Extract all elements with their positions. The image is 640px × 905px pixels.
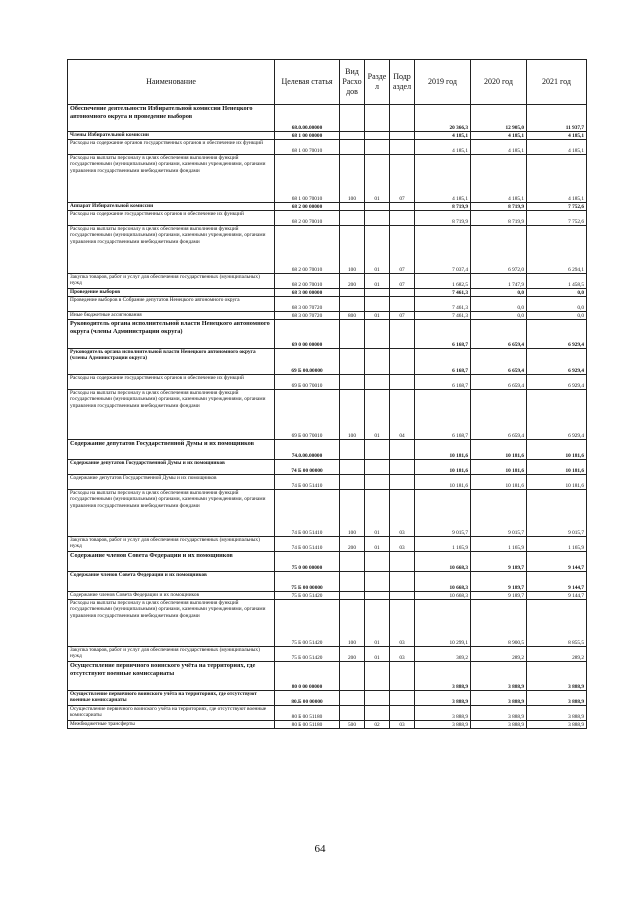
cell-2020: 8 719,9 (471, 211, 527, 226)
cell-expense-type (340, 297, 365, 312)
cell-2019: 7 461,3 (415, 297, 471, 312)
cell-expense-type (340, 320, 365, 349)
cell-subsection (390, 460, 415, 475)
cell-expense-type: 100 (340, 600, 365, 647)
table-row (68, 647, 587, 662)
cell-2020: 12 905,0 (471, 105, 527, 132)
cell-2020: 1 747,9 (471, 274, 527, 289)
cell-2020: 0,0 (471, 297, 527, 312)
cell-target-article: 69 Б 00 70010 (275, 375, 340, 390)
table-row (68, 460, 587, 475)
cell-name: Содержание депутатов Государственной Думы и их помощников (68, 440, 275, 460)
cell-name: Обеспечение деятельности Избирательной комиссии Ненецкого автономного округа и проведение выборов (68, 105, 275, 132)
cell-2021: 0,0 (527, 297, 587, 312)
cell-2021: 10 181,6 (527, 460, 587, 475)
table-row (68, 320, 587, 349)
cell-subsection (390, 349, 415, 375)
header-target-article: Целевая статья (275, 60, 340, 105)
cell-section (365, 375, 390, 390)
page-number: 64 (314, 843, 326, 855)
cell-2020: 0,0 (471, 289, 527, 297)
cell-2020: 9 189,7 (471, 592, 527, 600)
cell-expense-type (340, 289, 365, 297)
cell-2020: 6 659,4 (471, 349, 527, 375)
cell-target-article: 68 2 00 70010 (275, 274, 340, 289)
cell-2019: 369,2 (415, 647, 471, 662)
table-row (68, 706, 587, 721)
cell-2019: 3 888,9 (415, 691, 471, 706)
cell-2019: 7 461,3 (415, 289, 471, 297)
cell-expense-type (340, 105, 365, 132)
cell-2019: 3 888,9 (415, 721, 471, 729)
cell-name: Содержание депутатов Государственной Думы и их помощников (68, 460, 275, 475)
cell-target-article: 68 2 00 70010 (275, 226, 340, 274)
cell-name: Осуществление первичного воинского учёта на территориях, где отсутствуют военные комиссариаты (68, 706, 275, 721)
cell-section: 01 (365, 312, 390, 320)
cell-section (365, 572, 390, 592)
header-expense-type: Вид Расхо дов (340, 60, 365, 105)
cell-section: 01 (365, 390, 390, 440)
cell-expense-type (340, 440, 365, 460)
cell-2021: 7 752,6 (527, 203, 587, 211)
cell-subsection: 07 (390, 226, 415, 274)
table-row (68, 289, 587, 297)
cell-section: 01 (365, 600, 390, 647)
table-row (68, 105, 587, 132)
cell-expense-type (340, 475, 365, 490)
header-year-2021: 2021 год (527, 60, 587, 105)
cell-section (365, 592, 390, 600)
cell-expense-type (340, 132, 365, 140)
cell-2021: 10 181,6 (527, 440, 587, 460)
cell-2020: 10 181,6 (471, 440, 527, 460)
cell-section (365, 552, 390, 572)
table-body (68, 105, 587, 729)
cell-target-article: 68 2 00 70010 (275, 211, 340, 226)
cell-name: Проведение выборов в Собрание депутатов Ненецкого автономного округа (68, 297, 275, 312)
cell-subsection (390, 375, 415, 390)
cell-expense-type (340, 349, 365, 375)
cell-2019: 10 668,3 (415, 572, 471, 592)
table-row (68, 475, 587, 490)
cell-section (365, 297, 390, 312)
table-row (68, 440, 587, 460)
cell-2021: 3 888,9 (527, 691, 587, 706)
table-row (68, 662, 587, 691)
cell-2021: 7 752,6 (527, 211, 587, 226)
cell-subsection (390, 706, 415, 721)
cell-expense-type: 800 (340, 312, 365, 320)
table-row (68, 226, 587, 274)
cell-subsection: 04 (390, 390, 415, 440)
cell-target-article: 68 1 00 00000 (275, 132, 340, 140)
cell-2019: 8 719,9 (415, 211, 471, 226)
cell-2021: 3 888,9 (527, 662, 587, 691)
cell-expense-type (340, 211, 365, 226)
cell-2019: 6 168,7 (415, 390, 471, 440)
cell-2021: 4 185,1 (527, 140, 587, 155)
cell-target-article: 68 3 00 00000 (275, 289, 340, 297)
cell-2021: 3 888,9 (527, 721, 587, 729)
table-row (68, 211, 587, 226)
cell-2021: 1 165,9 (527, 537, 587, 552)
cell-name: Расходы на выплаты персоналу в целях обеспечения выполнения функций государственными (муниципальными) органами, казенными учреждениями, органами управления государственными внебюджетными фондами (68, 226, 275, 274)
cell-section (365, 211, 390, 226)
cell-name: Содержание членов Совета Федерации и их помощников (68, 572, 275, 592)
cell-target-article: 74 Б 00 00000 (275, 460, 340, 475)
cell-2019: 10 181,6 (415, 460, 471, 475)
cell-name: Закупка товаров, работ и услуг для обеспечения государственных (муниципальных) нужд (68, 537, 275, 552)
cell-2019: 6 168,7 (415, 349, 471, 375)
cell-expense-type (340, 552, 365, 572)
cell-2019: 4 185,1 (415, 132, 471, 140)
cell-expense-type: 200 (340, 537, 365, 552)
cell-target-article: 68 1 00 70010 (275, 155, 340, 203)
cell-2021: 9 144,7 (527, 592, 587, 600)
cell-expense-type: 100 (340, 390, 365, 440)
cell-expense-type (340, 460, 365, 475)
table-row (68, 155, 587, 203)
cell-subsection (390, 592, 415, 600)
cell-name: Содержание членов Совета Федерации и их помощников (68, 552, 275, 572)
cell-2021: 10 181,6 (527, 475, 587, 490)
table-row (68, 537, 587, 552)
cell-2019: 20 366,3 (415, 105, 471, 132)
cell-2020: 4 185,1 (471, 132, 527, 140)
cell-2021: 289,2 (527, 647, 587, 662)
table-row (68, 312, 587, 320)
cell-subsection (390, 552, 415, 572)
cell-subsection (390, 572, 415, 592)
cell-2019: 9 015,7 (415, 490, 471, 537)
header-section: Разде л (365, 60, 390, 105)
cell-section: 01 (365, 537, 390, 552)
cell-2020: 9 189,7 (471, 572, 527, 592)
cell-2020: 1 165,9 (471, 537, 527, 552)
header-year-2019: 2019 год (415, 60, 471, 105)
cell-name: Осуществление первичного воинского учёта на территориях, где отсутствуют военные комиссариаты (68, 691, 275, 706)
cell-target-article: 75 Б 00 51420 (275, 600, 340, 647)
cell-section (365, 691, 390, 706)
cell-2019: 1 682,5 (415, 274, 471, 289)
cell-name: Межбюджетные трансферты (68, 721, 275, 729)
cell-2019: 10 668,3 (415, 592, 471, 600)
cell-name: Расходы на содержание государственных органов и обеспечение их функций (68, 211, 275, 226)
cell-target-article: 75 Б 00 00000 (275, 572, 340, 592)
table-row (68, 349, 587, 375)
cell-section (365, 203, 390, 211)
cell-2020: 8 719,9 (471, 203, 527, 211)
cell-2020: 9 189,7 (471, 552, 527, 572)
cell-subsection (390, 440, 415, 460)
cell-2020: 4 185,1 (471, 155, 527, 203)
cell-2020: 8 900,5 (471, 600, 527, 647)
cell-2021: 4 185,1 (527, 132, 587, 140)
cell-section: 01 (365, 155, 390, 203)
cell-expense-type: 100 (340, 490, 365, 537)
cell-2019: 8 719,9 (415, 203, 471, 211)
cell-expense-type: 100 (340, 155, 365, 203)
cell-target-article: 68.0.00.00000 (275, 105, 340, 132)
cell-section (365, 132, 390, 140)
cell-subsection: 03 (390, 490, 415, 537)
cell-target-article: 75 Б 00 51420 (275, 592, 340, 600)
cell-name: Проведение выборов (68, 289, 275, 297)
cell-2021: 0,0 (527, 289, 587, 297)
cell-2021: 6 929,4 (527, 375, 587, 390)
cell-2020: 3 888,9 (471, 721, 527, 729)
cell-subsection: 07 (390, 155, 415, 203)
cell-2021: 6 929,4 (527, 320, 587, 349)
cell-2021: 1 458,5 (527, 274, 587, 289)
cell-target-article: 74 Б 00 51410 (275, 475, 340, 490)
table-row (68, 140, 587, 155)
cell-2020: 4 185,1 (471, 140, 527, 155)
cell-target-article: 74 Б 00 51410 (275, 490, 340, 537)
cell-2019: 3 888,9 (415, 662, 471, 691)
table-row (68, 600, 587, 647)
cell-name: Осуществление первичного воинского учёта на территориях, где отсутствуют военные комиссариаты (68, 662, 275, 691)
cell-2020: 6 659,4 (471, 375, 527, 390)
cell-target-article: 68 1 00 70010 (275, 140, 340, 155)
cell-subsection (390, 662, 415, 691)
cell-subsection (390, 691, 415, 706)
cell-target-article: 69 0 00 00000 (275, 320, 340, 349)
cell-2020: 6 659,4 (471, 320, 527, 349)
cell-2019: 6 168,7 (415, 375, 471, 390)
cell-2020: 9 015,7 (471, 490, 527, 537)
cell-subsection (390, 140, 415, 155)
cell-2019: 10 181,6 (415, 440, 471, 460)
cell-target-article: 68 3 00 70720 (275, 312, 340, 320)
cell-target-article: 80 0 00 00000 (275, 662, 340, 691)
cell-subsection: 03 (390, 600, 415, 647)
cell-2019: 7 461,3 (415, 312, 471, 320)
cell-2019: 10 668,3 (415, 552, 471, 572)
budget-table (67, 59, 587, 729)
cell-target-article: 80 Б 00 51180 (275, 706, 340, 721)
cell-target-article: 68 2 00 00000 (275, 203, 340, 211)
cell-expense-type (340, 706, 365, 721)
cell-name: Содержание депутатов Государственной Думы и их помощников (68, 475, 275, 490)
cell-name: Закупка товаров, работ и услуг для обеспечения государственных (муниципальных) нужд (68, 274, 275, 289)
cell-expense-type (340, 662, 365, 691)
cell-name: Расходы на выплаты персоналу в целях обеспечения выполнения функций государственными (муниципальными) органами, казенными учреждениями, органами управления государственными внебюджетными фондами (68, 155, 275, 203)
cell-2019: 10 299,1 (415, 600, 471, 647)
table-row (68, 490, 587, 537)
cell-expense-type (340, 203, 365, 211)
cell-subsection (390, 105, 415, 132)
cell-section: 02 (365, 721, 390, 729)
cell-2019: 10 181,6 (415, 475, 471, 490)
cell-section (365, 460, 390, 475)
cell-section (365, 440, 390, 460)
cell-expense-type (340, 592, 365, 600)
cell-section (365, 289, 390, 297)
cell-2020: 0,0 (471, 312, 527, 320)
table-row (68, 691, 587, 706)
cell-2020: 3 888,9 (471, 662, 527, 691)
cell-subsection: 03 (390, 721, 415, 729)
cell-subsection (390, 297, 415, 312)
cell-subsection: 07 (390, 274, 415, 289)
cell-expense-type (340, 140, 365, 155)
cell-2020: 3 888,9 (471, 706, 527, 721)
table-row (68, 390, 587, 440)
cell-2020: 10 181,6 (471, 475, 527, 490)
cell-2021: 9 144,7 (527, 572, 587, 592)
cell-name: Расходы на выплаты персоналу в целях обеспечения выполнения функций государственными (муниципальными) органами, казенными учреждениями, органами управления государственными внебюджетными фондами (68, 490, 275, 537)
cell-2019: 4 185,1 (415, 140, 471, 155)
cell-2021: 3 888,9 (527, 706, 587, 721)
cell-2020: 6 659,4 (471, 390, 527, 440)
cell-2021: 4 185,1 (527, 155, 587, 203)
cell-2020: 10 181,6 (471, 460, 527, 475)
cell-2021: 11 937,7 (527, 105, 587, 132)
cell-section (365, 140, 390, 155)
cell-target-article: 80 Б 00 51180 (275, 721, 340, 729)
table-row (68, 274, 587, 289)
cell-section (365, 349, 390, 375)
cell-target-article: 69 Б 00 70010 (275, 390, 340, 440)
header-subsection: Подр аздел (390, 60, 415, 105)
table-row (68, 552, 587, 572)
cell-2020: 289,2 (471, 647, 527, 662)
cell-section (365, 706, 390, 721)
header-name: Наименование (68, 60, 275, 105)
cell-subsection (390, 132, 415, 140)
cell-2020: 6 972,0 (471, 226, 527, 274)
cell-name: Содержание членов Совета Федерации и их помощников (68, 592, 275, 600)
cell-name: Аппарат Избирательной комиссии (68, 203, 275, 211)
cell-expense-type (340, 691, 365, 706)
cell-section: 01 (365, 490, 390, 537)
cell-2021: 9 015,7 (527, 490, 587, 537)
cell-2019: 6 168,7 (415, 320, 471, 349)
table-row (68, 297, 587, 312)
cell-name: Расходы на содержание государственных органов и обеспечение их функций (68, 375, 275, 390)
cell-expense-type (340, 375, 365, 390)
cell-section (365, 662, 390, 691)
cell-2021: 0,0 (527, 312, 587, 320)
cell-subsection (390, 211, 415, 226)
cell-target-article: 69 Б 00.00000 (275, 349, 340, 375)
cell-target-article: 75 Б 00 51420 (275, 647, 340, 662)
cell-expense-type: 200 (340, 647, 365, 662)
cell-2019: 4 185,1 (415, 155, 471, 203)
cell-target-article: 74 Б 00 51410 (275, 537, 340, 552)
cell-subsection (390, 203, 415, 211)
cell-subsection: 03 (390, 647, 415, 662)
table-row (68, 132, 587, 140)
cell-expense-type: 100 (340, 226, 365, 274)
cell-expense-type (340, 572, 365, 592)
cell-2020: 3 888,9 (471, 691, 527, 706)
cell-name: Расходы на выплаты персоналу в целях обеспечения выполнения функций государственными (муниципальными) органами, казенными учреждениями, органами управления государственными внебюджетными фондами (68, 600, 275, 647)
cell-target-article: 75 0 00 00000 (275, 552, 340, 572)
table-row (68, 721, 587, 729)
cell-section: 01 (365, 226, 390, 274)
cell-subsection: 07 (390, 312, 415, 320)
cell-name: Расходы на выплаты персоналу в целях обеспечения выполнения функций государственными (муниципальными) органами, казенными учреждениями, органами управления государственными внебюджетными фондами (68, 390, 275, 440)
cell-2019: 7 037,4 (415, 226, 471, 274)
cell-name: Руководитель органа исполнительной власти Ненецкого автономного округа (члены Администрации округа) (68, 320, 275, 349)
cell-2021: 8 855,5 (527, 600, 587, 647)
table-row (68, 375, 587, 390)
cell-section (365, 320, 390, 349)
cell-name: Расходы на содержание органов государственных органов и обеспечение их функций (68, 140, 275, 155)
cell-name: Иные бюджетные ассигнования (68, 312, 275, 320)
table-header-row (68, 60, 587, 105)
cell-section (365, 105, 390, 132)
table-row (68, 592, 587, 600)
cell-2019: 3 888,9 (415, 706, 471, 721)
cell-2021: 6 294,1 (527, 226, 587, 274)
cell-2021: 9 144,7 (527, 552, 587, 572)
cell-expense-type: 500 (340, 721, 365, 729)
cell-section: 01 (365, 274, 390, 289)
cell-name: Руководитель органа исполнительной власти Ненецкого автономного округа (члены Администрации округа) (68, 349, 275, 375)
cell-section: 01 (365, 647, 390, 662)
cell-2021: 6 929,4 (527, 349, 587, 375)
cell-subsection (390, 289, 415, 297)
cell-name: Закупка товаров, работ и услуг для обеспечения государственных (муниципальных) нужд (68, 647, 275, 662)
cell-2019: 1 165,9 (415, 537, 471, 552)
cell-target-article: 80.Б 00 00000 (275, 691, 340, 706)
cell-target-article: 68 3 00 70720 (275, 297, 340, 312)
cell-expense-type: 200 (340, 274, 365, 289)
cell-subsection: 03 (390, 537, 415, 552)
table-row (68, 572, 587, 592)
header-year-2020: 2020 год (471, 60, 527, 105)
cell-2021: 6 929,4 (527, 390, 587, 440)
cell-subsection (390, 475, 415, 490)
cell-target-article: 74.0.00.00000 (275, 440, 340, 460)
cell-subsection (390, 320, 415, 349)
cell-name: Члены Избирательной комиссии (68, 132, 275, 140)
cell-section (365, 475, 390, 490)
table-row (68, 203, 587, 211)
